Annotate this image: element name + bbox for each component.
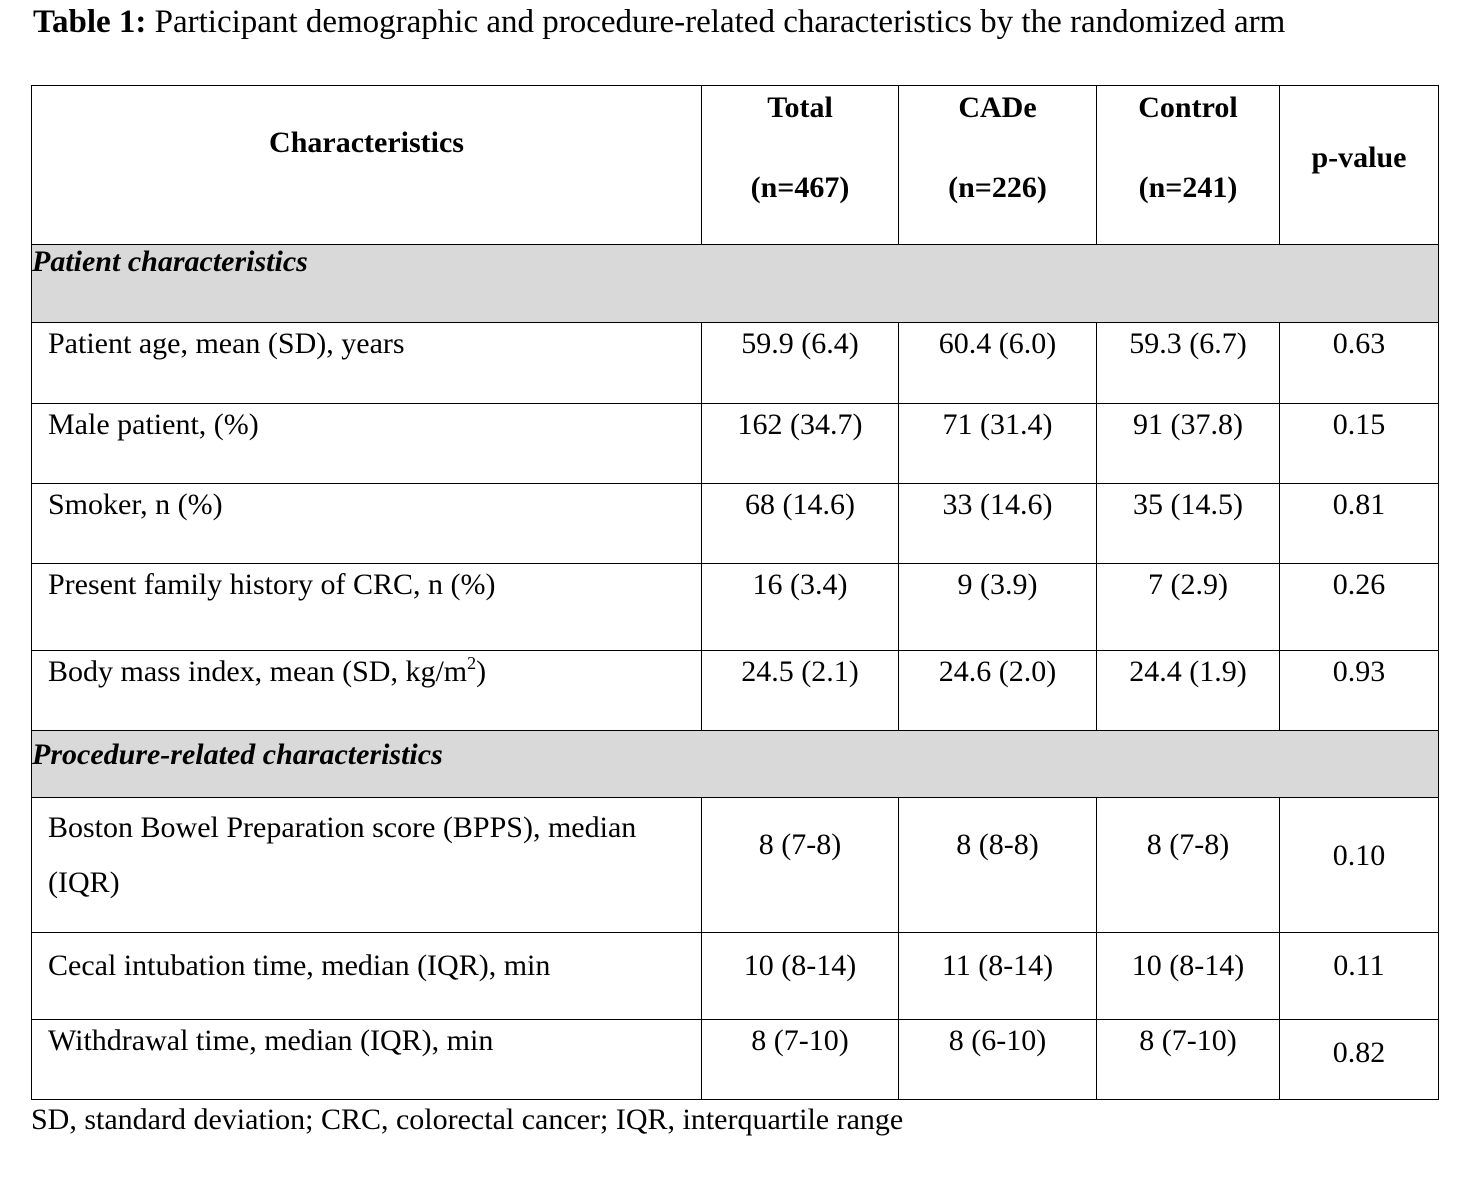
caption-label: Table 1:	[33, 4, 147, 40]
cell-cade: 8 (8-8)	[899, 798, 1097, 933]
table-row	[32, 933, 1439, 1020]
header-cade-n: (n=226)	[948, 171, 1047, 204]
cell-total: 10 (8-14)	[702, 933, 899, 1020]
cell-total: 162 (34.7)	[702, 404, 899, 484]
table-row	[32, 1020, 1439, 1100]
row-label: Present family history of CRC, n (%)	[32, 564, 702, 651]
bmi-label-superscript: 2	[467, 653, 477, 673]
cell-total: 16 (3.4)	[702, 564, 899, 651]
cell-control: 91 (37.8)	[1097, 404, 1280, 484]
bmi-label-close: )	[476, 655, 487, 688]
header-control-n: (n=241)	[1138, 171, 1238, 204]
cell-cade: 9 (3.9)	[899, 564, 1097, 651]
cell-pvalue: 0.93	[1280, 651, 1439, 731]
cell-pvalue: 0.63	[1280, 323, 1439, 404]
header-total-n: (n=467)	[750, 171, 850, 204]
section-row	[32, 731, 1439, 798]
table-row	[32, 564, 1439, 651]
row-label	[32, 651, 702, 731]
cell-cade: 24.6 (2.0)	[899, 651, 1097, 731]
cell-pvalue: 0.26	[1280, 564, 1439, 651]
cell-control: 8 (7-8)	[1097, 798, 1280, 933]
header-cade	[899, 86, 1097, 245]
header-total	[702, 86, 899, 245]
section-title: Procedure-related characteristics	[32, 731, 1439, 798]
cell-pvalue: 0.11	[1280, 933, 1439, 1020]
cell-control: 35 (14.5)	[1097, 484, 1280, 564]
cell-control: 59.3 (6.7)	[1097, 323, 1280, 404]
row-label: Cecal intubation time, median (IQR), min	[32, 933, 702, 1020]
row-label: Patient age, mean (SD), years	[32, 323, 702, 404]
caption-text: Participant demographic and procedure-related characteristics by the randomized arm	[146, 4, 1286, 40]
table-row	[32, 484, 1439, 564]
bmi-label-text: Body mass index, mean (SD, kg/m	[48, 655, 468, 688]
table-footnote: SD, standard deviation; CRC, colorectal cancer; IQR, interquartile range	[31, 1103, 904, 1136]
cell-pvalue: 0.82	[1280, 1020, 1439, 1100]
header-total-label: Total	[767, 91, 833, 124]
cell-total: 8 (7-8)	[702, 798, 899, 933]
cell-cade: 33 (14.6)	[899, 484, 1097, 564]
header-pvalue: p-value	[1280, 86, 1439, 245]
cell-total: 68 (14.6)	[702, 484, 899, 564]
header-row	[32, 86, 1439, 245]
cell-control: 7 (2.9)	[1097, 564, 1280, 651]
cell-pvalue: 0.10	[1280, 798, 1439, 933]
header-control	[1097, 86, 1280, 245]
section-title: Patient characteristics	[32, 245, 1439, 323]
cell-total: 8 (7-10)	[702, 1020, 899, 1100]
section-row	[32, 245, 1439, 323]
cell-control: 10 (8-14)	[1097, 933, 1280, 1020]
cell-total: 24.5 (2.1)	[702, 651, 899, 731]
cell-total: 59.9 (6.4)	[702, 323, 899, 404]
header-control-label: Control	[1138, 91, 1238, 124]
table-caption	[33, 2, 1285, 42]
cell-cade: 60.4 (6.0)	[899, 323, 1097, 404]
cell-pvalue: 0.81	[1280, 484, 1439, 564]
cell-cade: 8 (6-10)	[899, 1020, 1097, 1100]
header-cade-label: CADe	[958, 91, 1037, 124]
cell-pvalue: 0.15	[1280, 404, 1439, 484]
cell-cade: 11 (8-14)	[899, 933, 1097, 1020]
cell-control: 8 (7-10)	[1097, 1020, 1280, 1100]
characteristics-table	[31, 85, 1439, 1100]
cell-cade: 71 (31.4)	[899, 404, 1097, 484]
header-characteristics: Characteristics	[32, 86, 702, 245]
table-row	[32, 404, 1439, 484]
table-row	[32, 651, 1439, 731]
table-row	[32, 798, 1439, 933]
row-label: Smoker, n (%)	[32, 484, 702, 564]
row-label: Withdrawal time, median (IQR), min	[32, 1020, 702, 1100]
row-label: Male patient, (%)	[32, 404, 702, 484]
row-label: Boston Bowel Preparation score (BPPS), median (IQR)	[32, 798, 702, 933]
cell-control: 24.4 (1.9)	[1097, 651, 1280, 731]
table-row	[32, 323, 1439, 404]
